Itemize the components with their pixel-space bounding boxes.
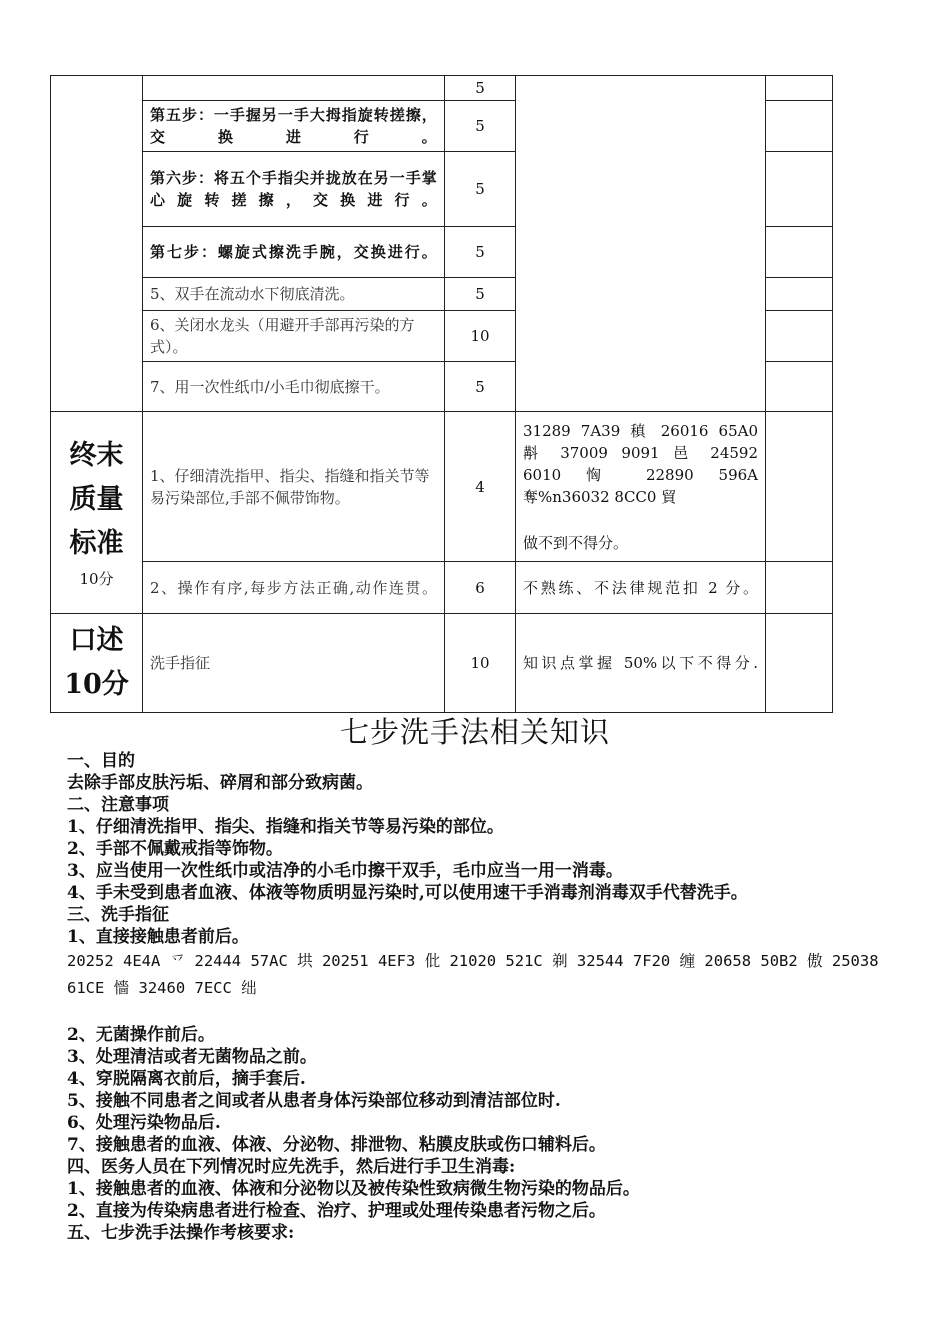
assessment-table xyxy=(50,75,833,713)
item-score: 5 xyxy=(445,101,516,152)
item-score: 5 xyxy=(445,152,516,227)
category-label: 终末 xyxy=(69,439,124,471)
item-text: 2、操作有序,每步方法正确,动作连贯。 xyxy=(143,562,445,614)
deduction-cell xyxy=(766,562,833,614)
item-text: 5、双手在流动水下彻底清洗。 xyxy=(143,278,445,311)
heading: 二、注意事项 xyxy=(67,795,169,815)
item-score: 5 xyxy=(445,278,516,311)
item-score: 5 xyxy=(445,227,516,278)
item-text: 第五步：一手握另一手大拇指旋转搓擦，交换进行。 xyxy=(143,101,445,152)
scoring-note: 不熟练、不法律规范扣 2 分。 xyxy=(516,562,766,614)
category-label: 标准 xyxy=(69,527,124,559)
note-line: 斠 37009 9091 邑 24592 xyxy=(523,443,758,462)
list-item: 6、处理污染物品后. xyxy=(67,1113,221,1133)
item-text: 洗手指征 xyxy=(143,614,445,713)
category-cell-empty xyxy=(51,76,143,412)
category-label: 口述 xyxy=(69,625,124,656)
deduction-cell xyxy=(766,362,833,412)
item-text xyxy=(143,76,445,101)
table-row xyxy=(51,76,833,101)
note-line: 6010 恟 22890 596A xyxy=(523,465,758,484)
note-line: 做不到不得分。 xyxy=(523,533,629,552)
note-line: 奪%n36032 8CC0 貿 xyxy=(523,487,677,506)
category-points: 10分 xyxy=(64,669,129,700)
deduction-cell xyxy=(766,278,833,311)
list-item: 1、直接接触患者前后。 xyxy=(67,927,249,947)
scoring-note: 知识点掌握 50%以下不得分. xyxy=(516,614,766,713)
list-item: 1、接触患者的血液、体液和分泌物以及被传染性致病微生物污染的物品后。 xyxy=(67,1179,640,1199)
deduction-cell xyxy=(766,614,833,713)
item-score: 10 xyxy=(445,614,516,713)
deduction-cell xyxy=(766,227,833,278)
item-score: 4 xyxy=(445,412,516,562)
list-item: 2、直接为传染病患者进行检查、治疗、护理或处理传染患者污物之后。 xyxy=(67,1201,606,1221)
deduction-cell xyxy=(766,311,833,362)
item-text: 第六步：将五个手指尖并拢放在另一手掌心旋转搓擦，交换进行。 xyxy=(143,152,445,227)
blank-line xyxy=(67,1002,887,1024)
garbled-text: 20252 4E4A 乊 22444 57AC 垬 20251 4EF3 仳 21020 521C 剃 32544 7F20 缠 20658 50B2 傲 25038 61CE 懎 32460 7ECC 绌 xyxy=(67,952,879,997)
note-line: 31289 7A39 稹 26016 65A0 xyxy=(523,421,758,440)
item-score: 5 xyxy=(445,362,516,412)
deduction-cell xyxy=(766,152,833,227)
heading: 一、目的 xyxy=(67,751,135,771)
table-row xyxy=(51,614,833,713)
deduction-cell xyxy=(766,76,833,101)
category-label: 质量 xyxy=(69,483,124,515)
list-item: 3、应当使用一次性纸巾或洁净的小毛巾擦干双手，毛巾应当一用一消毒。 xyxy=(67,861,623,881)
list-item: 3、处理清洁或者无菌物品之前。 xyxy=(67,1047,317,1067)
list-item: 5、接触不同患者之间或者从患者身体污染部位移动到清洁部位时. xyxy=(67,1091,561,1111)
deduction-cell xyxy=(766,412,833,562)
heading: 三、洗手指征 xyxy=(67,905,169,925)
item-text: 第七步：螺旋式擦洗手腕，交换进行。 xyxy=(143,227,445,278)
list-item: 1、仔细清洗指甲、指尖、指缝和指关节等易污染的部位。 xyxy=(67,817,504,837)
note-cell-empty xyxy=(516,76,766,412)
list-item: 7、接触患者的血液、体液、分泌物、排泄物、粘膜皮肤或伤口辅料后。 xyxy=(67,1135,606,1155)
item-score: 5 xyxy=(445,76,516,101)
heading: 五、七步洗手法操作考核要求: xyxy=(67,1223,295,1243)
deduction-cell xyxy=(766,101,833,152)
category-oral xyxy=(51,614,143,713)
category-points: 10分 xyxy=(79,569,114,588)
paragraph-line: 去除手部皮肤污垢、碎屑和部分致病菌。 xyxy=(67,773,373,793)
item-score: 10 xyxy=(445,311,516,362)
section-title: 七步洗手法相关知识 xyxy=(339,715,610,749)
list-item: 2、手部不佩戴戒指等饰物。 xyxy=(67,839,283,859)
category-final-quality xyxy=(51,412,143,614)
list-item: 4、手未受到患者血液、体液等物质明显污染时,可以使用速干手消毒剂消毒双手代替洗手。 xyxy=(67,883,748,903)
item-text: 1、仔细清洗指甲、指尖、指缝和指关节等易污染部位,手部不佩带饰物。 xyxy=(143,412,445,562)
table-row xyxy=(51,562,833,614)
scoring-note xyxy=(516,412,766,562)
heading: 四、医务人员在下列情况时应先洗手，然后进行手卫生消毒: xyxy=(67,1157,516,1177)
knowledge-body xyxy=(67,750,887,1244)
list-item: 2、无菌操作前后。 xyxy=(67,1025,215,1045)
item-text: 7、用一次性纸巾/小毛巾彻底擦干。 xyxy=(143,362,445,412)
table-row xyxy=(51,412,833,562)
item-text: 6、关闭水龙头（用避开手部再污染的方式）。 xyxy=(143,311,445,362)
list-item: 4、穿脱隔离衣前后，摘手套后. xyxy=(67,1069,306,1089)
item-score: 6 xyxy=(445,562,516,614)
